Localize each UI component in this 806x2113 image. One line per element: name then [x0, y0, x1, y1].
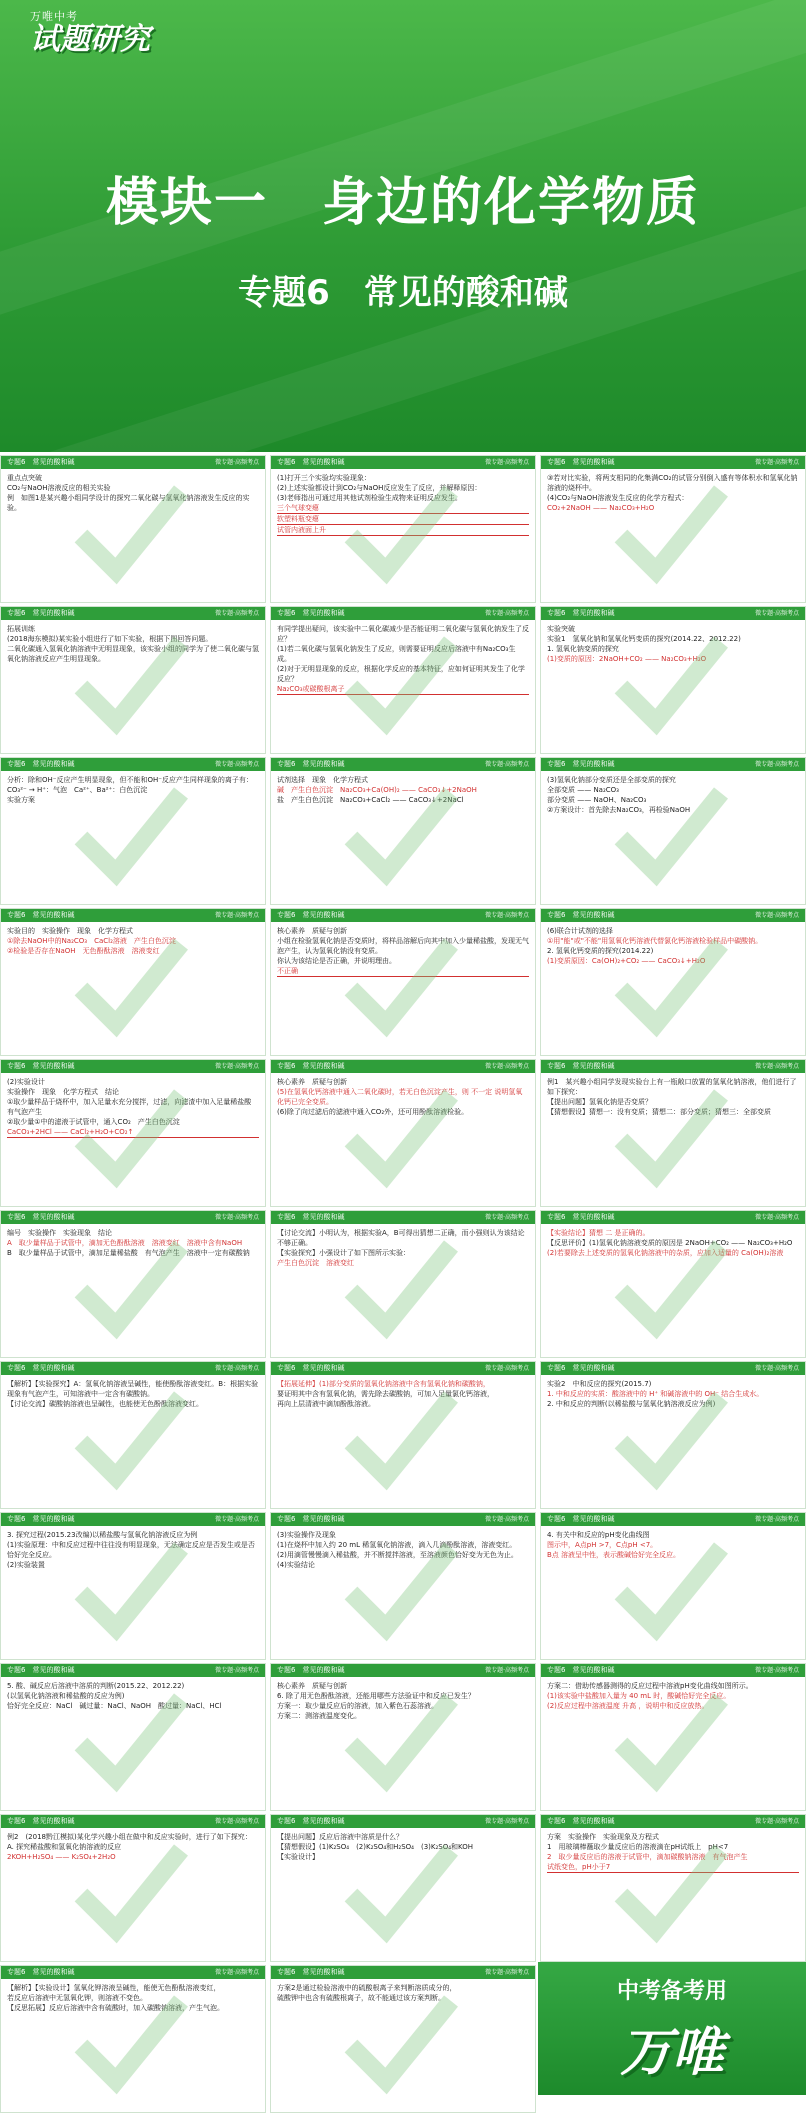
- slide-text-line: (2)对于无明显现象的反应，根据化学反应的基本特征，应如何证明其发生了化学反应？: [277, 665, 525, 683]
- slide-text-line: 实验1 氢氧化钠和氢氧化钙变质的探究(2014.22、2012.22): [547, 635, 741, 643]
- slide-text-line: (3)氢氧化钠部分变质还是全部变质的探究: [547, 776, 676, 784]
- watermark-check-icon: [341, 1684, 461, 1794]
- slide-header-bar: [1, 1211, 265, 1224]
- slide-header-title: 专题6 常见的酸和碱: [547, 609, 615, 617]
- slide-header-tag: 微专题·高频考点: [215, 610, 259, 617]
- slide-header-tag: 微专题·高频考点: [215, 1969, 259, 1976]
- slide-text-line: 【解析】【实验设计】氢氧化钾溶液呈碱性，能使无色酚酞溶液变红，: [7, 1984, 221, 1992]
- slide-thumbnail[interactable]: [270, 757, 536, 905]
- slide-header-tag: 微专题·高频考点: [755, 912, 799, 919]
- slide-thumbnail[interactable]: [0, 1814, 266, 1962]
- cover-banner: [0, 0, 806, 452]
- slide-thumbnail[interactable]: [0, 606, 266, 754]
- slide-header-tag: 微专题·高频考点: [215, 761, 259, 768]
- slide-text-line: 1 用玻璃棒蘸取少量反应后的溶液滴在pH试纸上 pH<7: [547, 1843, 729, 1851]
- slide-text-line: (以氢氧化钠溶液和稀盐酸的反应为例): [7, 1692, 125, 1700]
- slide-header-title: 专题6 常见的酸和碱: [277, 458, 345, 466]
- slide-text-line: (2)实验装置: [7, 1561, 45, 1569]
- slide-text-line: ②取少量①中的滤液于试管中，通入CO₂ 产生白色沉淀: [7, 1118, 180, 1126]
- slide-text-line: 产生白色沉淀 溶液变红: [277, 1259, 354, 1267]
- watermark-check-icon: [611, 1080, 731, 1190]
- slide-text-line: 【解析】【实验探究】A：氢氧化钠溶液呈碱性，能使酚酞溶液变红。B：根据实验现象有气泡产生，可知溶液中一定含有碳酸钠。: [7, 1380, 259, 1398]
- slide-text-line: (6)除了向过滤后的滤液中通入CO₂外，还可用酚酞溶液检验。: [277, 1108, 469, 1116]
- watermark-check-icon: [611, 1382, 731, 1492]
- slide-text-line: ②检验是否存在NaOH 无色酚酞溶液 溶液变红: [7, 947, 160, 955]
- module-title: 模块一 身边的化学物质: [105, 173, 700, 233]
- watermark-check-icon: [341, 1986, 461, 2096]
- slide-header-title: 专题6 常见的酸和碱: [277, 911, 345, 919]
- promo-line1: 中考备考用: [616, 1979, 727, 2004]
- slide-thumbnail[interactable]: [270, 908, 536, 1056]
- slide-text-line: 恰好完全反应：NaCl 碱过量：NaCl、NaOH 酸过量：NaCl、HCl: [7, 1702, 222, 1710]
- slide-text-line: 小组在检验氢氧化钠是否变质时，将样品溶解后向其中加入少量稀盐酸，发现无气泡产生，认为氢氧化钠没有变质。: [277, 937, 529, 955]
- slide-text-line: B 取少量样品于试管中，滴加足量稀盐酸 有气泡产生 溶液中一定有碳酸钠: [7, 1249, 250, 1257]
- slide-header-bar: [271, 1211, 535, 1224]
- slide-header-bar: [541, 909, 805, 922]
- slide-header-tag: 微专题·高频考点: [485, 761, 529, 768]
- slide-text-line: CO₂+2NaOH —— Na₂CO₃+H₂O: [547, 504, 655, 512]
- slide-text-line: 方案二：测溶液温度变化。: [277, 1712, 361, 1720]
- slide-thumbnail[interactable]: [270, 1361, 536, 1509]
- slide-header-bar: [541, 1362, 805, 1375]
- slide-header-title: 专题6 常见的酸和碱: [547, 1213, 615, 1221]
- slide-text-line: (3)老师指出可通过用其他试剂检验生成物来证明反应发生。: [277, 494, 462, 502]
- slide-header-title: 专题6 常见的酸和碱: [7, 1817, 75, 1825]
- slide-text-line: (5)在氢氧化钙溶液中通入二氧化碳时，若无白色沉淀产生，则 不一定 说明氢氧化钙已完全变质。: [277, 1088, 523, 1106]
- slide-header-tag: 微专题·高频考点: [485, 1667, 529, 1674]
- slide-text-line: 【猜想假设】(1)K₂SO₄ (2)K₂SO₄和H₂SO₄ (3)K₂SO₄和KOH: [277, 1843, 474, 1851]
- slide-text-line: 【反思拓展】反应后溶液中含有硫酸时，加入碳酸钠溶液，产生气泡。: [7, 2004, 224, 2012]
- slide-header-bar: [541, 1060, 805, 1073]
- watermark-check-icon: [341, 476, 461, 586]
- slide-text-line: (1)变质的原因：2NaOH+CO₂ —— Na₂CO₃+H₂O: [547, 655, 707, 663]
- slide-text-line: 核心素养 质疑与创新: [277, 1078, 347, 1086]
- slide-text-line: 实验突破: [547, 625, 575, 633]
- promo-line2: 万唯: [619, 2023, 724, 2083]
- slide-header-title: 专题6 常见的酸和碱: [547, 458, 615, 466]
- slide-thumbnail[interactable]: [0, 455, 266, 603]
- slide-header-tag: 微专题·高频考点: [215, 459, 259, 466]
- slide-text-line: 核心素养 质疑与创新: [277, 1682, 347, 1690]
- slide-header-title: 专题6 常见的酸和碱: [277, 1515, 345, 1523]
- slide-header-tag: 微专题·高频考点: [215, 1365, 259, 1372]
- slide-header-tag: 微专题·高频考点: [215, 1818, 259, 1825]
- slide-text-line: 分析：除和OH⁻反应产生明显现象，但不能和OH⁻反应产生同样现象的离子有：: [7, 776, 253, 784]
- slide-header-bar: [271, 1060, 535, 1073]
- slide-header-bar: [271, 1513, 535, 1526]
- slide-text-line: 重点点突破: [7, 474, 42, 482]
- slide-thumbnail[interactable]: [0, 1059, 266, 1207]
- promo-banner: [538, 1962, 806, 2095]
- slide-header-title: 专题6 常见的酸和碱: [7, 911, 75, 919]
- slide-text-line: ③若对比实验，将两支相同的化集满CO₂的试管分别倒入盛有等体积水和氢氧化钠溶液的烧杯中。: [547, 474, 798, 492]
- slide-thumbnail[interactable]: [0, 757, 266, 905]
- slide-thumbnail[interactable]: [270, 606, 536, 754]
- slide-text-line: 1. 氢氧化钠变质的探究: [547, 645, 619, 653]
- slide-header-bar: [541, 1815, 805, 1828]
- slide-text-line: 方案2是通过检验溶液中的硫酸根离子来判断溶质成分的，: [277, 1984, 457, 1992]
- watermark-check-icon: [71, 627, 191, 737]
- slide-header-title: 专题6 常见的酸和碱: [547, 1817, 615, 1825]
- slide-text-line: (2018海东模拟)某实验小组进行了如下实验，根据下图回答问题。: [7, 635, 213, 643]
- slide-text-line: (1)实验原理：中和反应过程中往往没有明显现象，无法确定反应是否发生或是否恰好完全反应。: [7, 1541, 255, 1559]
- slide-header-tag: 微专题·高频考点: [755, 610, 799, 617]
- slide-text-line: A 取少量样品于试管中，滴加无色酚酞溶液 溶液变红 溶液中含有NaOH: [7, 1239, 243, 1247]
- slide-header-tag: 微专题·高频考点: [755, 1516, 799, 1523]
- slide-header-title: 专题6 常见的酸和碱: [7, 1666, 75, 1674]
- slide-text-line: 试剂选择 现象 化学方程式: [277, 776, 368, 784]
- slide-thumbnail[interactable]: [270, 455, 536, 603]
- slide-header-bar: [541, 456, 805, 469]
- slide-text-line: 实验方案: [7, 796, 35, 804]
- slide-thumbnail[interactable]: [0, 1210, 266, 1358]
- slide-text-line: 【实验探究】小强设计了如下图所示实验：: [277, 1249, 410, 1257]
- slide-thumbnail[interactable]: [0, 1361, 266, 1509]
- slide-header-tag: 微专题·高频考点: [215, 1063, 259, 1070]
- slide-text-line: 【讨论交流】小明认为，根据实验A，B可得出猜想二正确，而小强则认为该结论不够正确。: [277, 1229, 525, 1247]
- watermark-check-icon: [71, 778, 191, 888]
- slide-header-tag: 微专题·高频考点: [485, 1969, 529, 1976]
- slide-text-line: (2)用滴管慢慢滴入稀盐酸，并不断搅拌溶液，至溶液颜色恰好变为无色为止。: [277, 1551, 518, 1559]
- slide-header-tag: 微专题·高频考点: [485, 459, 529, 466]
- topic-subtitle: 专题6 常见的酸和碱: [238, 273, 568, 313]
- slide-text-line: 全部变质 —— Na₂CO₃: [547, 786, 619, 794]
- slide-answer-line: 试纸变色，pH小于7: [547, 1862, 799, 1873]
- slide-thumbnail[interactable]: [0, 1663, 266, 1811]
- watermark-check-icon: [611, 627, 731, 737]
- slide-answer-line: CaCO₃+2HCl —— CaCl₂+H₂O+CO₂↑: [7, 1127, 259, 1138]
- slide-text-line: (3)实验操作及现象: [277, 1531, 336, 1539]
- slide-text-line: 2KOH+H₂SO₄ —— K₂SO₄+2H₂O: [7, 1853, 116, 1861]
- watermark-check-icon: [341, 1080, 461, 1190]
- watermark-check-icon: [71, 929, 191, 1039]
- watermark-check-icon: [341, 778, 461, 888]
- slide-thumbnail[interactable]: [270, 1210, 536, 1358]
- slide-text-line: 二氧化碳通入氢氧化钠溶液中无明显现象，该实验小组的同学为了使二氧化碳与氢氧化钠溶液反应产生明显现象。: [7, 645, 259, 663]
- slide-header-tag: 微专题·高频考点: [755, 1365, 799, 1372]
- slide-text-line: ①用"能"或"不能"用氢氧化钙溶液代替氯化钙溶液检验样品中碳酸钠。: [547, 937, 763, 945]
- watermark-check-icon: [341, 929, 461, 1039]
- watermark-check-icon: [71, 1533, 191, 1643]
- slide-thumbnail[interactable]: [270, 1663, 536, 1811]
- slide-header-tag: 微专题·高频考点: [485, 1818, 529, 1825]
- slide-thumbnail[interactable]: [0, 1512, 266, 1660]
- slide-header-bar: [1, 1815, 265, 1828]
- slide-header-bar: [1, 607, 265, 620]
- slide-text-line: 方案 实验操作 实验现象及方程式: [547, 1833, 659, 1841]
- slide-header-bar: [271, 1362, 535, 1375]
- watermark-check-icon: [341, 1382, 461, 1492]
- slide-header-bar: [1, 909, 265, 922]
- slide-text-line: 5. 酸、碱反应后溶液中溶质的判断(2015.22、2012.22): [7, 1682, 185, 1690]
- slide-text-line: CO₂与NaOH溶液反应的相关实验: [7, 484, 111, 492]
- slide-header-bar: [271, 607, 535, 620]
- brand-logo: [30, 8, 150, 56]
- slide-text-line: 核心素养 质疑与创新: [277, 927, 347, 935]
- slide-thumbnail[interactable]: [540, 908, 806, 1056]
- slide-thumbnail[interactable]: [540, 606, 806, 754]
- slide-text-line: 编号 实验操作 实验现象 结论: [7, 1229, 112, 1237]
- slide-text-line: 部分变质 —— NaOH、Na₂CO₃: [547, 796, 647, 804]
- slide-header-tag: 微专题·高频考点: [485, 912, 529, 919]
- slide-header-bar: [1, 456, 265, 469]
- slide-header-tag: 微专题·高频考点: [755, 1818, 799, 1825]
- slide-thumbnail[interactable]: [270, 1512, 536, 1660]
- slide-text-line: 碱 产生白色沉淀 Na₂CO₃+Ca(OH)₂ —— CaCO₃↓+2NaOH: [277, 786, 477, 794]
- slide-header-tag: 微专题·高频考点: [755, 459, 799, 466]
- slide-text-line: (1)变质原因：Ca(OH)₂+CO₂ —— CaCO₃↓+H₂O: [547, 957, 706, 965]
- slide-header-tag: 微专题·高频考点: [755, 761, 799, 768]
- slide-header-title: 专题6 常见的酸和碱: [547, 760, 615, 768]
- slide-header-bar: [1, 1060, 265, 1073]
- slide-text-line: 方案二：借助传感器测得的反应过程中溶液pH变化曲线如图所示。: [547, 1682, 753, 1690]
- slide-text-line: 例 如图1是某兴趣小组同学设计的探究二氧化碳与氢氧化钠溶液发生反应的实验。: [7, 494, 250, 512]
- slide-answer-line: 三个气球变瘪: [277, 503, 529, 514]
- slide-thumbnail[interactable]: [540, 757, 806, 905]
- slide-header-tag: 微专题·高频考点: [755, 1667, 799, 1674]
- slide-header-tag: 微专题·高频考点: [485, 1214, 529, 1221]
- slide-text-line: 拓展训练: [7, 625, 35, 633]
- slide-header-title: 专题6 常见的酸和碱: [547, 1666, 615, 1674]
- watermark-check-icon: [611, 1684, 731, 1794]
- slide-header-title: 专题6 常见的酸和碱: [547, 1062, 615, 1070]
- slide-text-line: 6. 除了用无色酚酞溶液，还能用哪些方法验证中和反应已发生？: [277, 1692, 475, 1700]
- slide-text-line: 你认为该结论是否正确，并说明理由。: [277, 957, 396, 965]
- slide-thumbnail[interactable]: [540, 1663, 806, 1811]
- slide-text-line: (2)反应过程中溶液温度 升高 ，说明中和反应放热。: [547, 1702, 709, 1710]
- slide-header-title: 专题6 常见的酸和碱: [547, 1364, 615, 1372]
- slide-text-line: 若反应后溶液中无氢氧化钾，则溶液不变色。: [7, 1994, 147, 2002]
- watermark-check-icon: [611, 1533, 731, 1643]
- slide-header-title: 专题6 常见的酸和碱: [7, 1364, 75, 1372]
- slide-answer-line: 软塑料瓶变瘪: [277, 514, 529, 525]
- watermark-check-icon: [611, 1231, 731, 1341]
- slide-header-title: 专题6 常见的酸和碱: [7, 1515, 75, 1523]
- slide-thumbnail[interactable]: [540, 455, 806, 603]
- slide-header-bar: [541, 1211, 805, 1224]
- slide-header-title: 专题6 常见的酸和碱: [7, 1062, 75, 1070]
- slide-header-tag: 微专题·高频考点: [485, 1063, 529, 1070]
- watermark-check-icon: [341, 1231, 461, 1341]
- slide-text-line: 实验操作 现象 化学方程式 结论: [7, 1088, 119, 1096]
- watermark-check-icon: [611, 1835, 731, 1945]
- slide-text-line: 2. 氢氧化钙变质的探究(2014.22): [547, 947, 654, 955]
- slide-text-line: 图示中，A点pH >7，C点pH <7。: [547, 1541, 658, 1549]
- slide-text-line: ①取少量样品于烧杯中，加入足量水充分搅拌，过滤，向滤渣中加入足量稀盐酸 有气泡产生: [7, 1098, 259, 1116]
- slide-text-line: 【提出问题】氢氧化钠是否变质？: [547, 1098, 652, 1106]
- slide-text-line: (1)在烧杯中加入约 20 mL 稀氢氧化钠溶液，滴入几滴酚酞溶液，溶液变红。: [277, 1541, 517, 1549]
- slide-text-line: (4)CO₂与NaOH溶液发生反应的化学方程式：: [547, 494, 689, 502]
- slide-header-tag: 微专题·高频考点: [215, 1516, 259, 1523]
- slide-text-line: ①除去NaOH中的Na₂CO₃ CaCl₂溶液 产生白色沉淀: [7, 937, 176, 945]
- slide-header-title: 专题6 常见的酸和碱: [277, 1968, 345, 1976]
- slide-header-tag: 微专题·高频考点: [485, 610, 529, 617]
- watermark-check-icon: [611, 778, 731, 888]
- logo-small-text: 万唯中考: [30, 10, 78, 23]
- slide-thumbnail[interactable]: [540, 1210, 806, 1358]
- slide-thumbnail[interactable]: [0, 908, 266, 1056]
- watermark-check-icon: [71, 1080, 191, 1190]
- slide-header-tag: 微专题·高频考点: [485, 1365, 529, 1372]
- slide-text-line: 【实验设计】: [277, 1853, 319, 1861]
- slide-text-line: 【提出问题】反应后溶液中溶质是什么？: [277, 1833, 403, 1841]
- slide-text-line: (2)实验设计: [7, 1078, 45, 1086]
- slide-thumbnail[interactable]: [0, 1965, 266, 2113]
- watermark-check-icon: [341, 1533, 461, 1643]
- slide-text-line: 2 取少量反应后的溶液于试管中，滴加碳酸钠溶液 有气泡产生: [547, 1853, 748, 1861]
- slide-text-line: 例1 某兴趣小组同学发现实验台上有一瓶敞口放置的氢氧化钠溶液，他们进行了如下探究：: [547, 1078, 797, 1096]
- slide-text-line: (1)该实验中盐酸加入量为 40 mL 时，酸碱恰好完全反应。: [547, 1692, 731, 1700]
- slide-text-line: 4. 有关中和反应的pH变化曲线图: [547, 1531, 650, 1539]
- slide-text-line: CO₃²⁻ → H⁺：气泡 Ca²⁺、Ba²⁺：白色沉淀: [7, 786, 148, 794]
- slide-text-line: 1. 中和反应的实质：酸溶液中的 H⁺ 和碱溶液中的 OH⁻ 结合生成水。: [547, 1390, 764, 1398]
- slide-thumbnail[interactable]: [540, 1814, 806, 1962]
- slide-header-title: 专题6 常见的酸和碱: [7, 609, 75, 617]
- slide-thumbnail[interactable]: [540, 1059, 806, 1207]
- slide-header-bar: [271, 758, 535, 771]
- slide-header-title: 专题6 常见的酸和碱: [277, 1364, 345, 1372]
- slide-header-title: 专题6 常见的酸和碱: [547, 911, 615, 919]
- slide-header-bar: [1, 1513, 265, 1526]
- slide-text-line: 【实验结论】猜想 二 是正确的。: [547, 1229, 650, 1237]
- slide-thumbnail[interactable]: [540, 1512, 806, 1660]
- slide-text-line: (6)联合计试剂的选择: [547, 927, 613, 935]
- slide-text-line: 方案一：取少量反应后的溶液，加入紫色石蕊溶液。: [277, 1702, 438, 1710]
- watermark-check-icon: [341, 627, 461, 737]
- slide-text-line: B点 溶液呈中性，表示酸碱恰好完全反应。: [547, 1551, 681, 1559]
- slide-text-line: 2. 中和反应的判断(以稀盐酸与氢氧化钠溶液反应为例): [547, 1400, 716, 1408]
- watermark-check-icon: [341, 1835, 461, 1945]
- logo-big-text: 试题研究: [30, 22, 150, 57]
- slide-header-bar: [271, 909, 535, 922]
- slide-text-line: 【猜想假设】猜想一：没有变质；猜想二：部分变质；猜想三：全部变质: [547, 1108, 771, 1116]
- slide-text-line: 实验2 中和反应的探究(2015.7): [547, 1380, 652, 1388]
- slide-header-bar: [541, 1664, 805, 1677]
- slide-text-line: 硫酸钾中也含有硫酸根离子，故不能通过该方案判断。: [277, 1994, 445, 2002]
- watermark-check-icon: [611, 476, 731, 586]
- slide-text-line: 例2 (2018黔江模拟)某化学兴趣小组在做中和反应实验时，进行了如下探究：: [7, 1833, 252, 1841]
- slide-text-line: 再向上层清液中滴加酚酞溶液。: [277, 1400, 375, 1408]
- slide-header-title: 专题6 常见的酸和碱: [277, 1062, 345, 1070]
- watermark-check-icon: [71, 1231, 191, 1341]
- slide-header-bar: [1, 758, 265, 771]
- slide-thumbnail[interactable]: [270, 1059, 536, 1207]
- slide-header-title: 专题6 常见的酸和碱: [277, 609, 345, 617]
- slide-header-title: 专题6 常见的酸和碱: [277, 1666, 345, 1674]
- slide-text-line: 实验目的 实验操作 现象 化学方程式: [7, 927, 133, 935]
- slide-answer-line: 试管内液面上升: [277, 525, 529, 536]
- slide-thumbnail[interactable]: [270, 1965, 536, 2113]
- watermark-check-icon: [71, 1986, 191, 2096]
- slide-text-line: (1)若二氧化碳与氢氧化钠发生了反应，则需要证明反应后溶液中有Na₂CO₃生成。: [277, 645, 516, 663]
- slide-text-line: (2)上述实验都设计到CO₂与NaOH反应发生了反应，并解释原因：: [277, 484, 482, 492]
- slide-text-line: A. 探究稀盐酸和氢氧化钠溶液的反应: [7, 1843, 122, 1851]
- slide-header-bar: [541, 758, 805, 771]
- slide-header-title: 专题6 常见的酸和碱: [7, 458, 75, 466]
- slide-header-bar: [271, 1966, 535, 1979]
- slide-text-line: 【反思评价】(1)氢氧化钠溶液变质的原因是 2NaOH+CO₂ —— Na₂CO₃+H₂O: [547, 1239, 793, 1247]
- slide-text-line: 盐 产生白色沉淀 Na₂CO₃+CaCl₂ —— CaCO₃↓+2NaCl: [277, 796, 464, 804]
- slide-header-bar: [271, 1815, 535, 1828]
- watermark-check-icon: [611, 929, 731, 1039]
- slide-header-bar: [541, 1513, 805, 1526]
- watermark-check-icon: [71, 1382, 191, 1492]
- slide-thumbnail[interactable]: [270, 1814, 536, 1962]
- slide-header-title: 专题6 常见的酸和碱: [547, 1515, 615, 1523]
- slide-header-title: 专题6 常见的酸和碱: [7, 1968, 75, 1976]
- slide-text-line: (1)打开三个实验均实验现象：: [277, 474, 371, 482]
- slide-text-line: 3. 探究过程(2015.23改编)以稀盐酸与氢氧化钠溶液反应为例: [7, 1531, 198, 1539]
- slide-header-tag: 微专题·高频考点: [755, 1063, 799, 1070]
- slide-header-tag: 微专题·高频考点: [485, 1516, 529, 1523]
- slide-text-line: 【讨论交流】碳酸钠溶液也呈碱性，也能使无色酚酞溶液变红。: [7, 1400, 203, 1408]
- slide-text-line: 有同学提出疑问，该实验中二氧化碳减少是否能证明二氧化碳与氢氧化钠发生了反应？: [277, 625, 529, 643]
- watermark-check-icon: [71, 1835, 191, 1945]
- slide-header-title: 专题6 常见的酸和碱: [277, 1817, 345, 1825]
- slide-header-bar: [271, 456, 535, 469]
- slide-header-bar: [1, 1362, 265, 1375]
- slide-header-title: 专题6 常见的酸和碱: [277, 760, 345, 768]
- slide-header-tag: 微专题·高频考点: [215, 1214, 259, 1221]
- slide-header-bar: [541, 607, 805, 620]
- slide-header-title: 专题6 常见的酸和碱: [7, 1213, 75, 1221]
- slide-header-bar: [1, 1664, 265, 1677]
- slide-text-line: (4)实验结论: [277, 1561, 315, 1569]
- slide-answer-line: 不正确: [277, 966, 529, 977]
- slide-text-line: 【拓展延伸】(1)部分变质的氢氧化钠溶液中含有氢氧化钠和碳酸钠，: [277, 1380, 490, 1388]
- slide-text-line: 要证明其中含有氢氧化钠，需先除去碳酸钠，可加入足量氯化钙溶液，: [277, 1390, 494, 1398]
- slide-header-bar: [271, 1664, 535, 1677]
- watermark-check-icon: [71, 476, 191, 586]
- slide-text-line: (2)若要除去上述变质的氢氧化钠溶液中的杂质，应加入适量的 Ca(OH)₂溶液: [547, 1249, 784, 1257]
- slide-text-line: ②方案设计：首先除去Na₂CO₃，再检验NaOH: [547, 806, 691, 814]
- slide-header-title: 专题6 常见的酸和碱: [277, 1213, 345, 1221]
- slide-header-tag: 微专题·高频考点: [215, 912, 259, 919]
- slide-header-tag: 微专题·高频考点: [215, 1667, 259, 1674]
- slide-header-tag: 微专题·高频考点: [755, 1214, 799, 1221]
- slide-header-title: 专题6 常见的酸和碱: [7, 760, 75, 768]
- slide-header-bar: [1, 1966, 265, 1979]
- slide-answer-line: Na₂CO₃或碳酸根离子: [277, 684, 529, 695]
- watermark-check-icon: [71, 1684, 191, 1794]
- slide-thumbnail[interactable]: [540, 1361, 806, 1509]
